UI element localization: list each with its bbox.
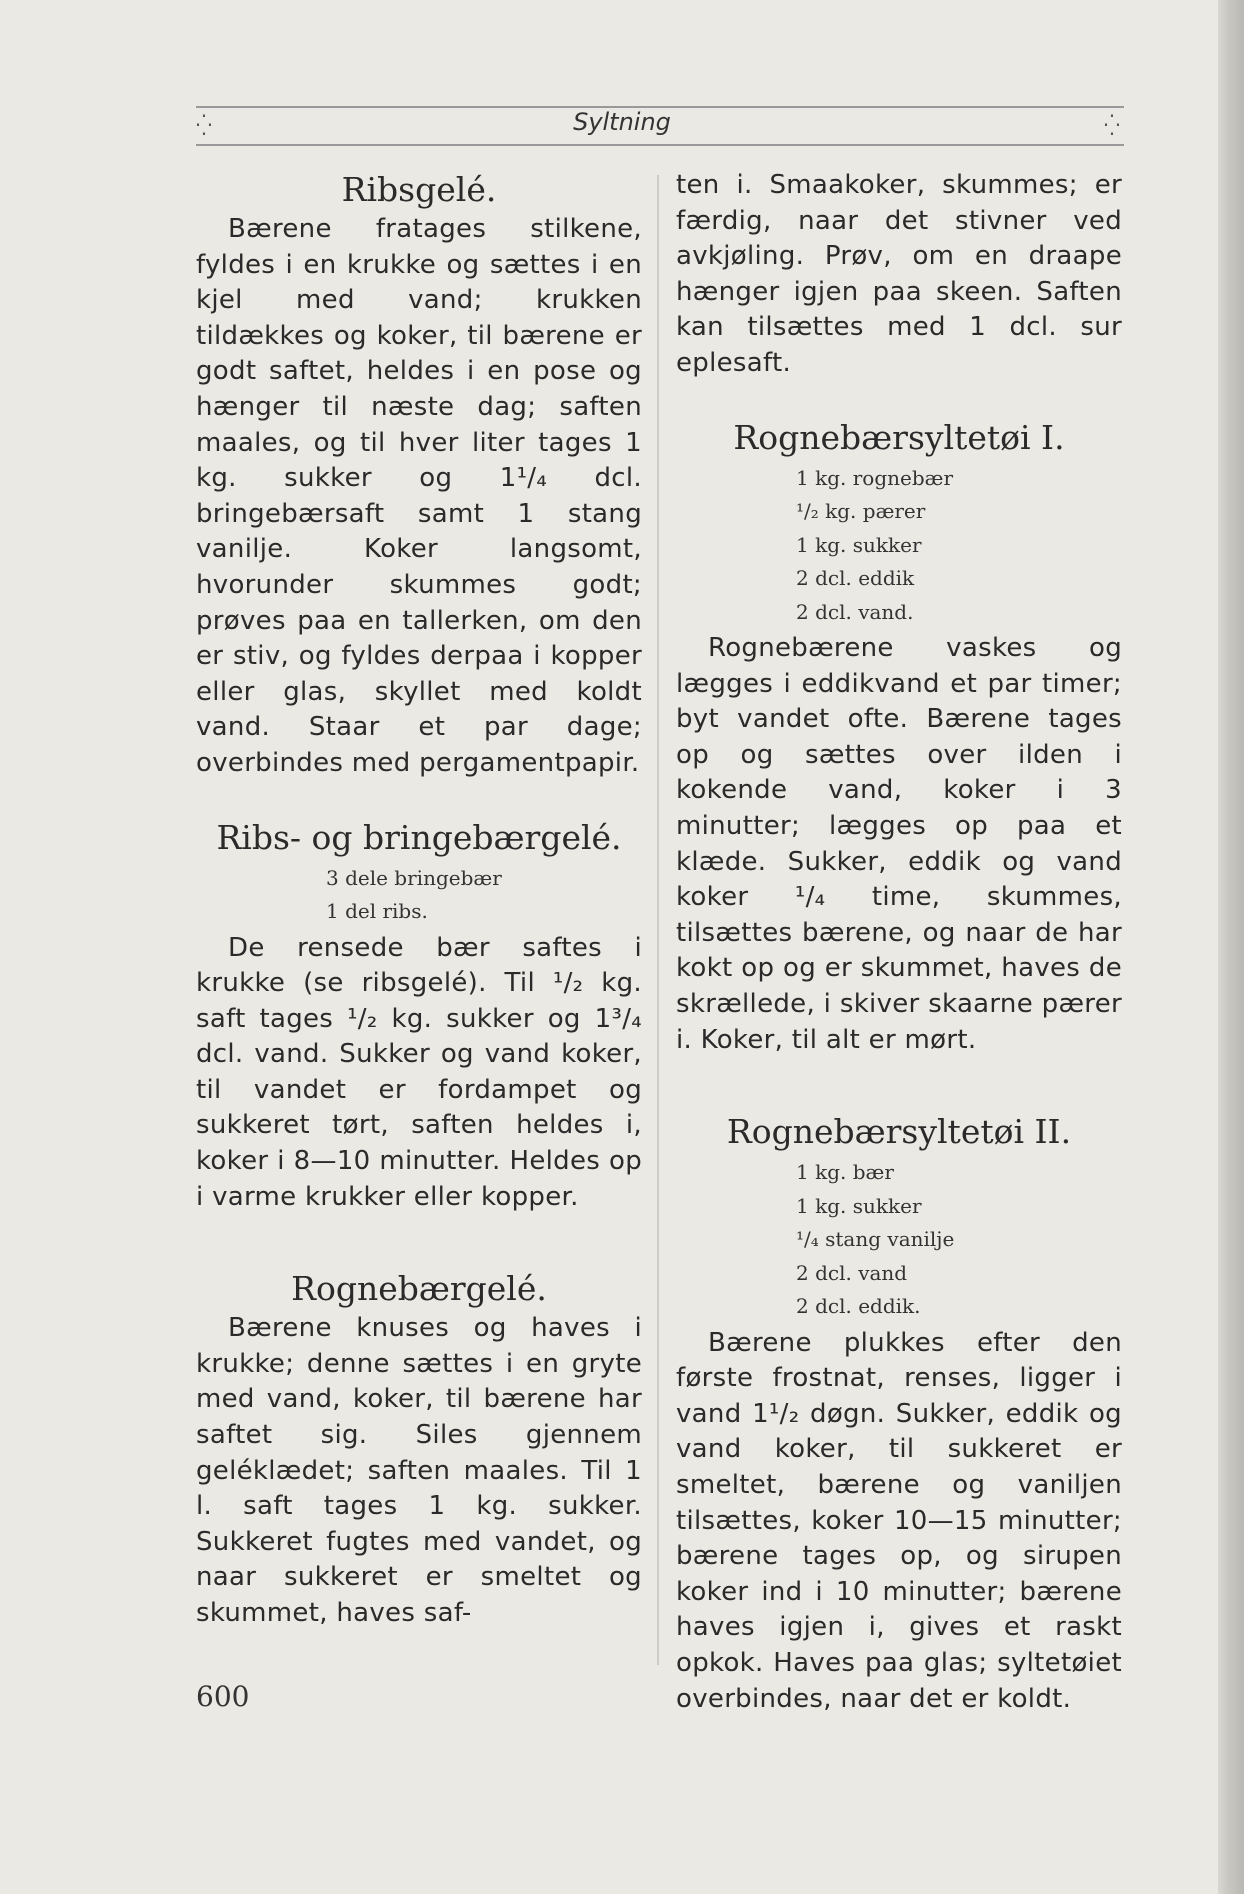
left-column bbox=[196, 168, 642, 1632]
column-divider bbox=[657, 175, 659, 1665]
ingredient: 1 del ribs. bbox=[326, 899, 428, 923]
ingredient: 2 dcl. eddik. bbox=[796, 1294, 921, 1319]
ingredient: 3 dele bringebær bbox=[326, 865, 502, 890]
recipe-text-rognebaergele: Bærene knuses og haves i krukke; denne sættes i en gryte med vand, koker, til bærene har saftet sig. Siles gjennem geléklædet; saften maales. Til 1 l. saft tages 1 kg. sukker. Sukkeret fugtes med vandet, og naar sukkeret er smeltet og skummet, haves saf- bbox=[196, 1313, 642, 1628]
header-rule-bottom bbox=[196, 144, 1124, 146]
ingredient: 1 kg. sukker bbox=[796, 532, 922, 557]
right-column bbox=[676, 168, 1122, 1717]
page-edge bbox=[1218, 0, 1244, 1894]
recipe-text-ribsgele: Bærene fratages stilkene, fyldes i en krukke og sættes i en kjel med vand; krukken tildækkes og koker, til bærene er godt saftet, heldes i en pose og hænger til næste dag; saften maales, og til hver liter tages 1 kg. sukker og 1¹/₄ dcl. bringebærsaft samt 1 stang vanilje. Koker langsomt, hvorunder skummes godt; prøves paa en tallerken, om den er stiv, og fyldes derpaa i kopper eller glas, skyllet med koldt vand. Staar et par dage; overbindes med pergamentpapir. bbox=[196, 214, 642, 778]
recipe-text-rognebaergele-cont: ten i. Smaakoker, skummes; er færdig, naar det stivner ved avkjøling. Prøv, om en draape hænger igjen paa skeen. Saften kan tilsættes med 1 dcl. sur eplesaft. bbox=[676, 170, 1122, 378]
ingredient: ¹/₂ kg. pærer bbox=[796, 499, 926, 524]
ingredient: 1 kg. sukker bbox=[796, 1193, 922, 1218]
recipe-text-rognebaersyltetoi-2: Bærene plukkes efter den første frostnat, renses, ligger i vand 1¹/₂ døgn. Sukker, eddik og vand koker, til sukkeret er smeltet, bærene og vaniljen tilsættes, koker 10—15 minutter; bærene tages op, og sirupen koker ind i 10 minutter; bærene haves igjen i, gives et raskt opkok. Haves paa glas; syltetøiet overbindes, naar det er koldt. bbox=[676, 1327, 1122, 1714]
ornament-left-icon: ⁛ bbox=[196, 113, 212, 137]
ingredient: ¹/₄ stang vanilje bbox=[796, 1227, 955, 1252]
page-number: 600 bbox=[196, 1680, 250, 1713]
ornament-right-icon: ⁛ bbox=[1104, 113, 1120, 137]
recipe-text-ribs-bringebaergele: De rensede bær saftes i krukke (se ribsgelé). Til ¹/₂ kg. saft tages ¹/₂ kg. sukker og 1³/₄ dcl. vand. Sukker og vand koker, til vandet er fordampet og sukkeret tørt, saften heldes i, koker i 8—10 minutter. Heldes op i varme krukker eller kopper. bbox=[196, 932, 642, 1212]
recipe-title-ribs-bringebaergele: Ribs- og bringebærgelé. bbox=[216, 817, 622, 857]
ingredient: 2 dcl. vand. bbox=[796, 599, 914, 624]
running-title: Syltning bbox=[573, 108, 671, 136]
ingredient: 2 dcl. eddik bbox=[796, 566, 915, 591]
recipe-title-rognebaersyltetoi-2: Rognebærsyltetøi II. bbox=[726, 1112, 1072, 1152]
recipe-title-rognebaergele: Rognebærgelé. bbox=[291, 1269, 547, 1309]
recipe-title-ribsgele: Ribsgelé. bbox=[341, 170, 497, 209]
ingredient: 1 kg. bær bbox=[796, 1160, 894, 1185]
ingredient: 1 kg. rognebær bbox=[796, 465, 954, 490]
recipe-title-rognebaersyltetoi-1: Rognebærsyltetøi I. bbox=[733, 417, 1065, 457]
recipe-text-rognebaersyltetoi-1: Rognebærene vaskes og lægges i eddikvand et par timer; byt vandet ofte. Bærene tages op og sættes over ilden i kokende vand, koker i 3 minutter; lægges op paa et klæde. Sukker, eddik og vand koker ¹/₄ time, skummes, tilsættes bærene, og naar de har kokt op og er skummet, haves de skrællede, i skiver skaarne pærer i. Koker, til alt er mørt. bbox=[676, 633, 1122, 1055]
ingredient: 2 dcl. vand bbox=[796, 1260, 908, 1285]
